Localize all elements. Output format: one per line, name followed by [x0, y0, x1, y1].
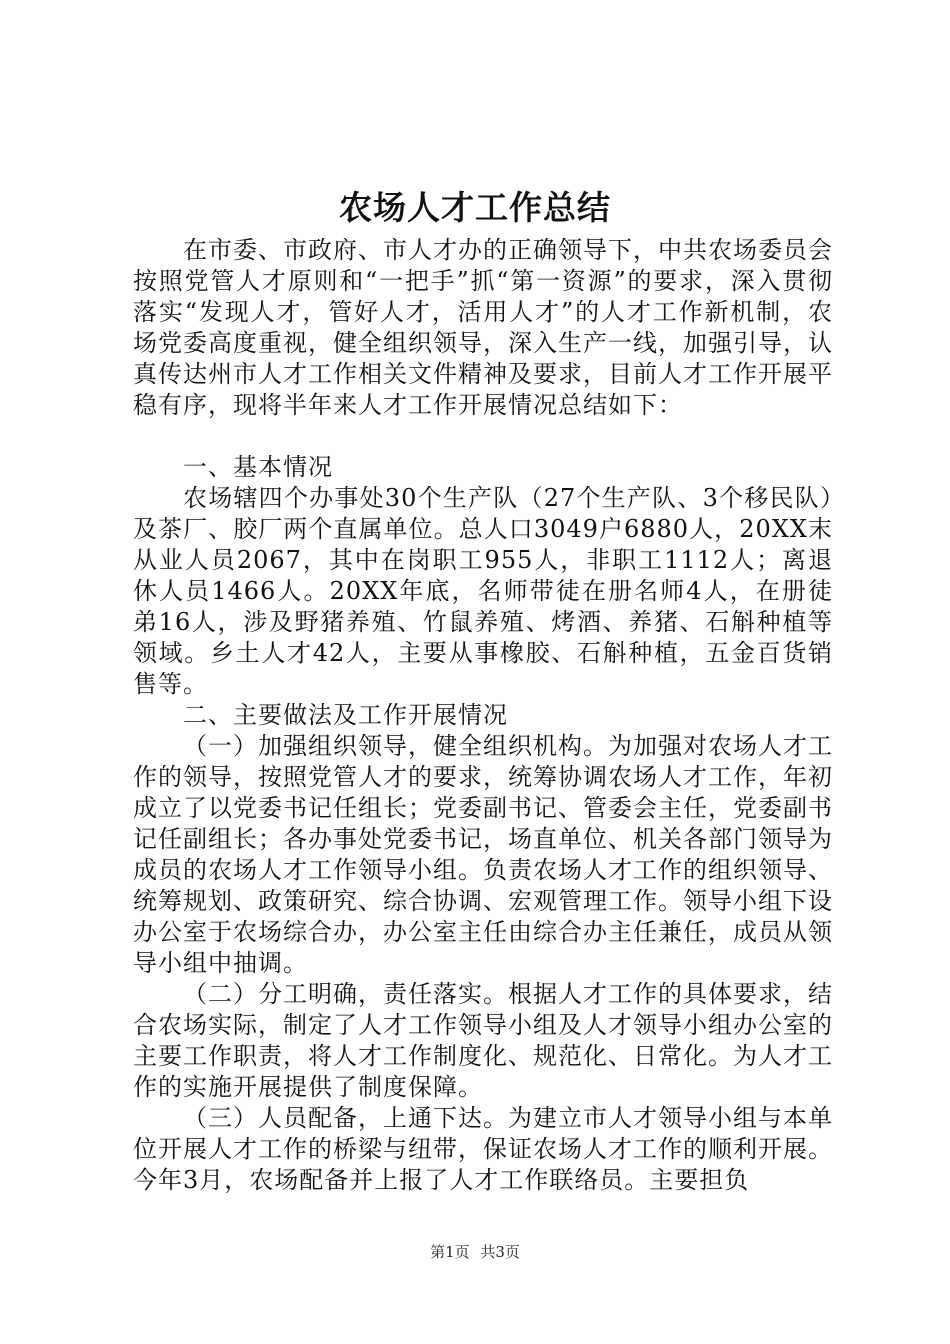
practice-paragraph-3: （三）人员配备，上通下达。为建立市人才领导小组与本单位开展人才工作的桥梁与纽带，保证农场人才工作的顺利开展。今年3月，农场配备并上报了人才工作联络员。主要担负: [133, 1104, 833, 1194]
document-body: [133, 235, 833, 1196]
page-footer: [0, 1242, 950, 1262]
practice-paragraph-1: （一）加强组织领导，健全组织机构。为加强对农场人才工作的领导，按照党管人才的要求，统筹协调农场人才工作，年初成立了以党委书记任组长；党委副书记、管委会主任，党委副书记任副组长；各办事处党委书记，场直单位、机关各部门领导为成员的农场人才工作领导小组。负责农场人才工作的组织领导、统筹规划、政策研究、综合协调、宏观管理工作。领导小组下设办公室于农场综合办，办公室主任由综合办主任兼任，成员从领导小组中抽调。: [133, 732, 833, 977]
section-heading-practices: 二、主要做法及工作开展情况: [183, 701, 508, 729]
document-title: 农场人才工作总结: [339, 188, 611, 227]
paragraph-spacer: [133, 421, 833, 452]
page-number: 第1页: [430, 1243, 470, 1261]
section-heading-basic: 一、基本情况: [183, 453, 333, 481]
intro-paragraph: 在市委、市政府、市人才办的正确领导下，中共农场委员会按照党管人才原则和“一把手”抓“第一资源”的要求，深入贯彻落实“发现人才，管好人才，活用人才”的人才工作新机制，农场党委高度重视，健全组织领导，深入生产一线，加强引导，认真传达州市人才工作相关文件精神及要求，目前人才工作开展平稳有序，现将半年来人才工作开展情况总结如下：: [133, 236, 833, 419]
page-total: 共3页: [480, 1243, 520, 1261]
practice-paragraph-2: （二）分工明确，责任落实。根据人才工作的具体要求，结合农场实际，制定了人才工作领导小组及人才领导小组办公室的主要工作职责，将人才工作制度化、规范化、日常化。为人才工作的实施开展提供了制度保障。: [133, 980, 833, 1101]
basic-info-paragraph: 农场辖四个办事处30个生产队（27个生产队、3个移民队）及茶厂、胶厂两个直属单位。总人口3049户6880人，20XX末从业人员2067，其中在岗职工955人，非职工1112人；离退休人员1466人。20XX年底，名师带徒在册名师4人，在册徒弟16人，涉及野猪养殖、竹鼠养殖、烤酒、养猪、石斛种植等领域。乡土人才42人，主要从事橡胶、石斛种植，五金百货销售等。: [133, 484, 833, 698]
